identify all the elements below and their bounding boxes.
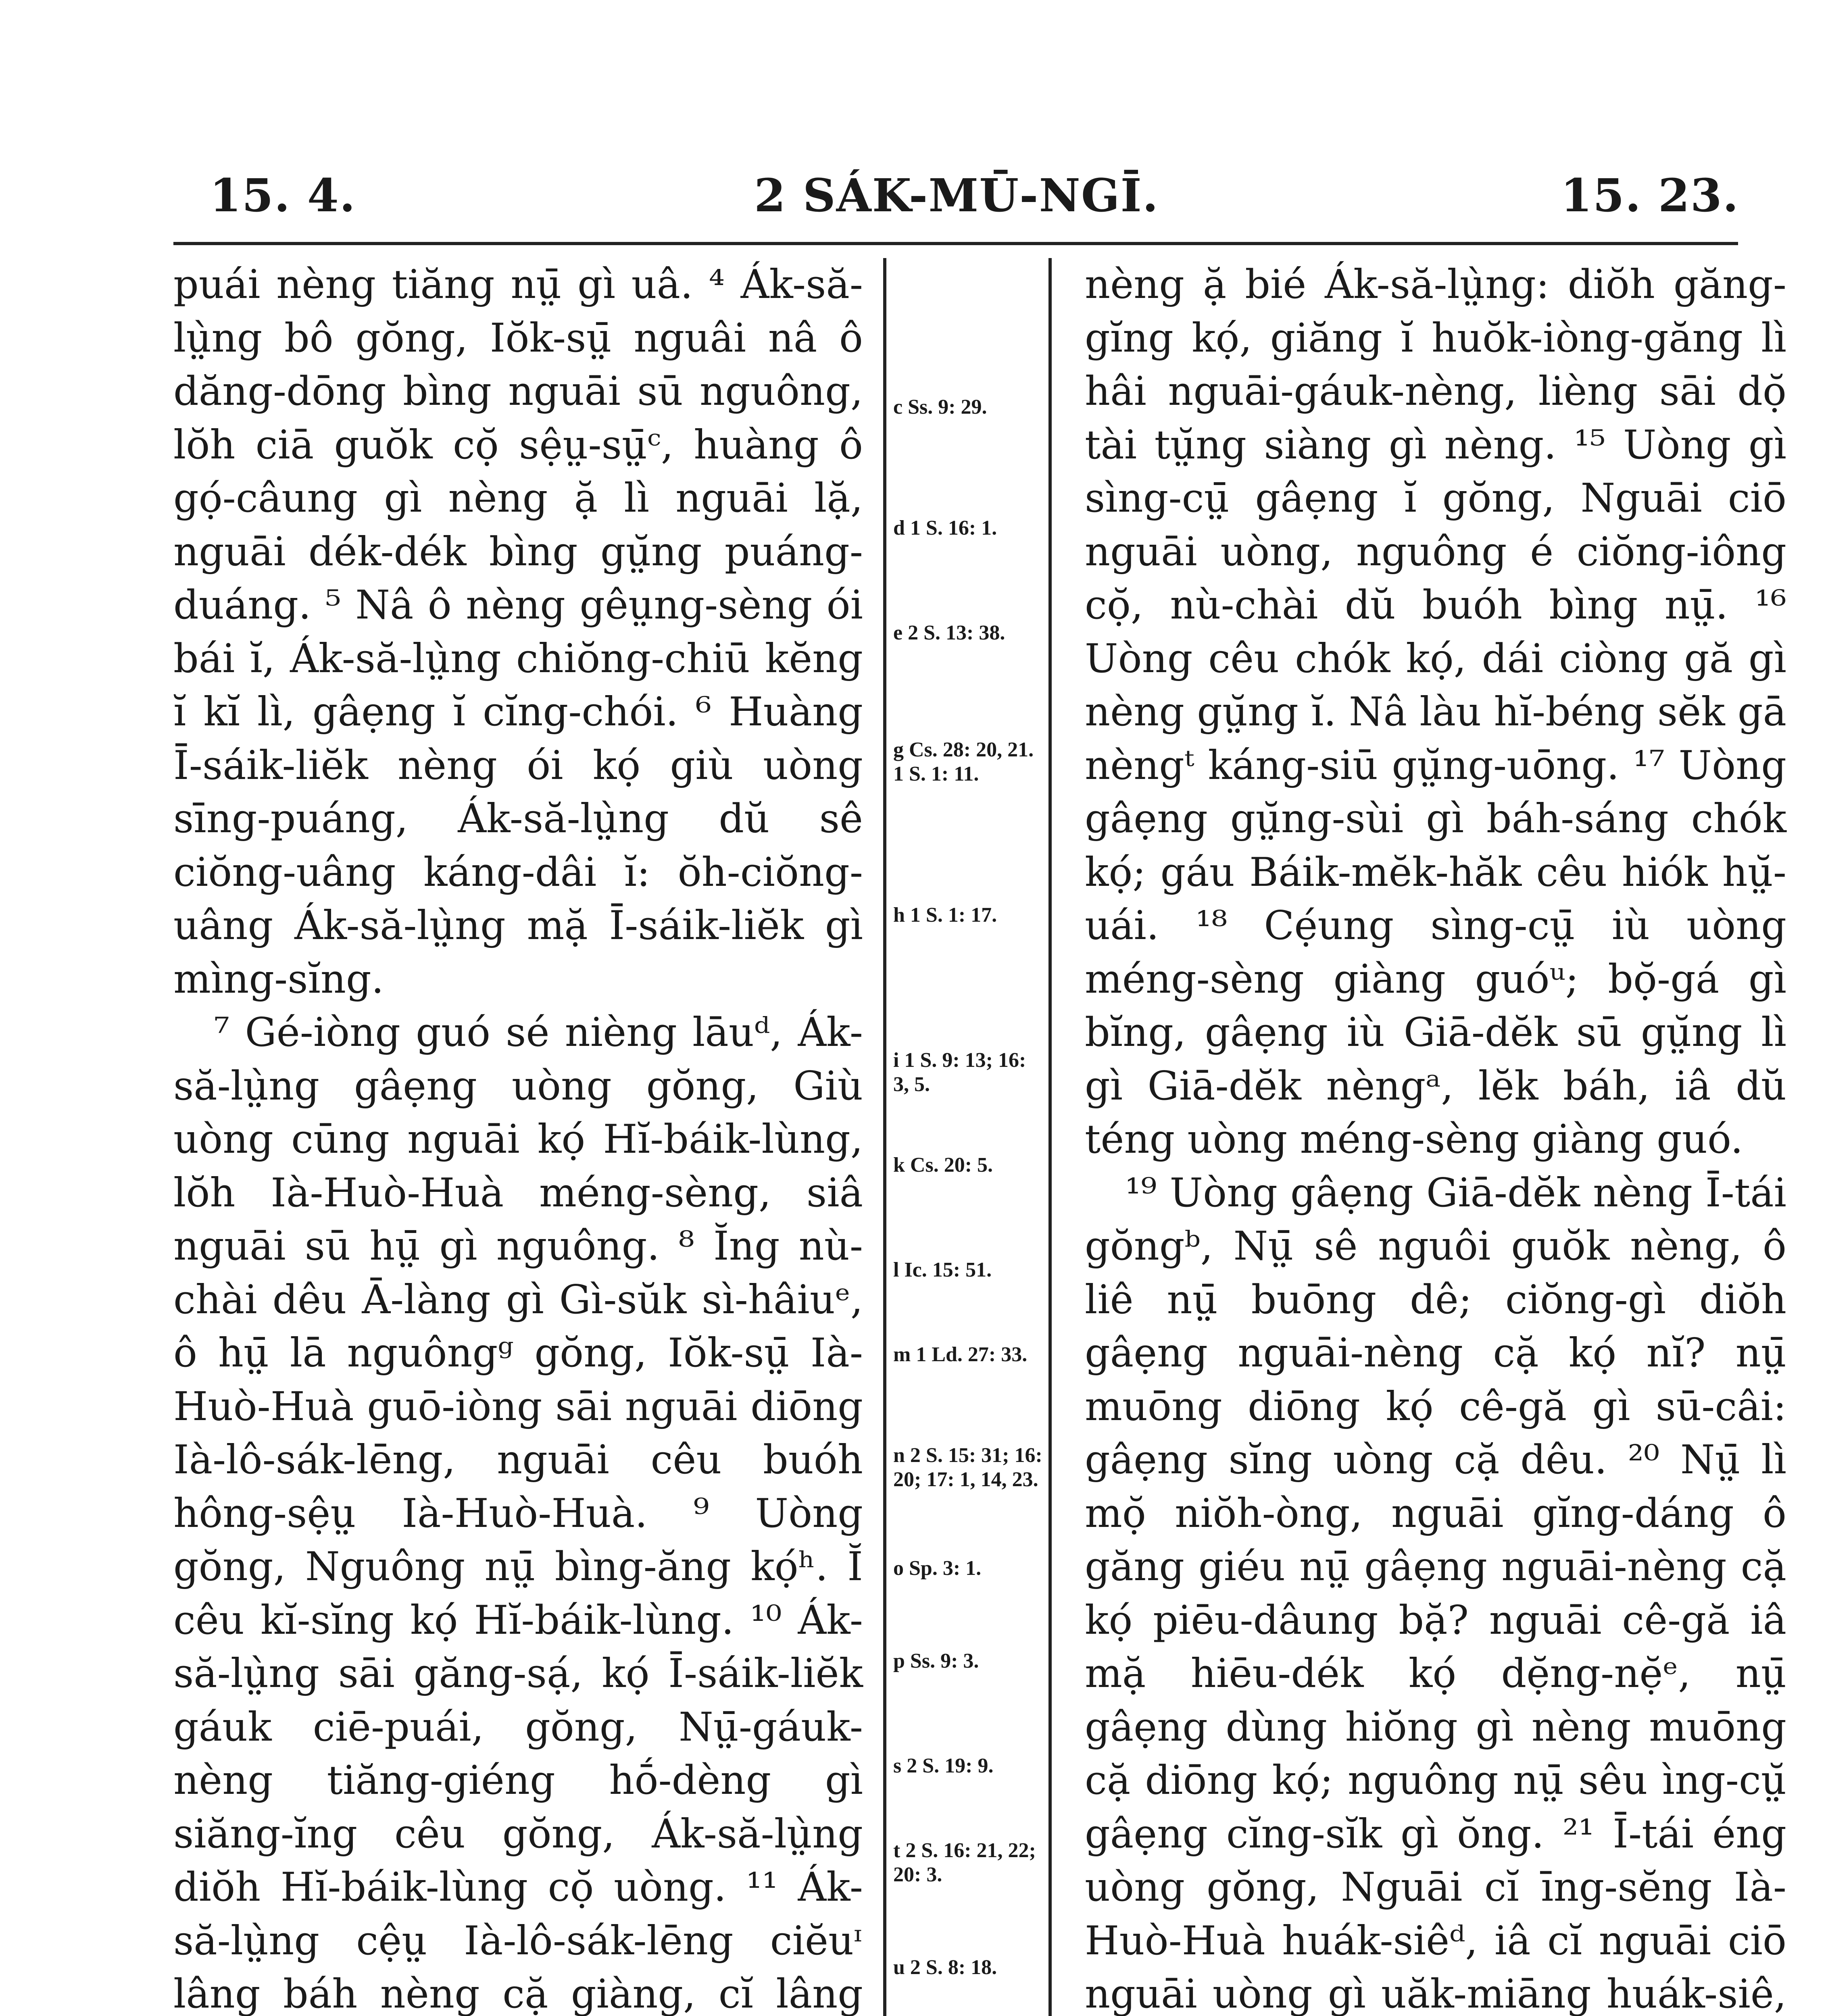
column-divider-right [1048,258,1052,2016]
left-paragraph-2: ⁷ Gé-iòng guó sé nièng lāuᵈ, Ák-să-lṳ̀ng gâẹng uòng gŏng, Giù uòng cūng nguāi kọ́ Hĭ-báik-lùng, lŏh Ià-Huò-Huà méng-sèng, siâ nguāi sū hṳ̄ gì nguông. ⁸ Ĭng nù-chài dêu Ā-làng gì Gì-sŭk sì-hâiuᵉ, ô hṳ̄ lā nguôngᵍ gŏng, Iŏk-sṳ̄ Ià-Huò-Huà guō-iòng sāi nguāi diōng Ià-lô-sák-lēng, nguāi cêu buóh hông-sệṳ Ià-Huò-Huà. ⁹ Uòng gŏng, Nguông nṳ̄ bìng-ăng kọ́ʰ. Ĭ cêu kĭ-sĭng kọ́ Hĭ-báik-lùng. ¹⁰ Ák-să-lṳ̀ng sāi găng-sạ́, kọ́ Ī-sáik-liĕk gáuk ciē-puái, gŏng, Nṳ̄-gáuk-nèng tiăng-giéng hṓ-dèng gì siăng-ĭng cêu gŏng, Ák-să-lṳ̀ng diŏh Hĭ-báik-lùng cọ̆ uòng. ¹¹ Ák-să-lṳ̀ng cệṳ Ià-lô-sák-lēng ciĕuᶦ lâng báh nèng cặ giàng, cĭ lâng [173,1010,863,2016]
right-column [1085,258,1786,2016]
margin-ref: m 1 Ld. 27: 33. [893,1343,1028,1366]
margin-ref: i 1 S. 9: 13; 16: 3, 5. [893,1049,1026,1096]
header-left: 15. 4. [210,169,356,222]
margin-ref: h 1 S. 1: 17. [893,904,997,927]
margin-ref: l Ic. 15: 51. [893,1258,992,1281]
running-title: 2 SÁK-MŪ-NGĪ. [754,169,1159,222]
margin-ref: s 2 S. 19: 9. [893,1754,994,1777]
header-rule [173,242,1738,245]
margin-ref: o Sp. 3: 1. [893,1557,982,1580]
left-paragraph-1: puái nèng tiăng nṳ̄ gì uâ. ⁴ Ák-să-lṳ̀ng bô gŏng, Iŏk-sṳ̄ nguâi nâ ô dăng-dōng bìng nguāi sū nguông, lŏh ciā guŏk cọ̆ sệṳ-sṳ̄ᶜ, huàng ô gọ́-câung gì nèng ặ lì nguāi lặ, nguāi dék-dék bìng gṳ̆ng puáng-duáng. ⁵ Nâ ô nèng gêṳng-sèng ói bái ĭ, Ák-să-lṳ̀ng chiŏng-chiū kĕng ĭ kĭ lì, gâẹng ĭ cĭng-chói. ⁶ Huàng Ī-sáik-liĕk nèng ói kọ́ giù uòng sīng-puáng, Ák-să-lṳ̀ng dŭ sê ciŏng-uâng káng-dâi ĭ: ŏh-ciŏng-uâng Ák-să-lṳ̀ng mặ Ī-sáik-liĕk gì mìng-sĭng. [173,262,863,1002]
margin-ref: d 1 S. 16: 1. [893,516,997,539]
column-divider-left [883,258,886,2016]
margin-ref: c Ss. 9: 29. [893,396,987,419]
margin-ref: t 2 S. 16: 21, 22; 20: 3. [893,1839,1036,1886]
margin-ref: n 2 S. 15: 31; 16: 20; 17: 1, 14, 23. [893,1444,1042,1491]
right-paragraph-2: ¹⁹ Uòng gâẹng Giā-dĕk nèng Ī-tái gŏngᵇ, Nṳ̄ sê nguôi guŏk nèng, ô liê nṳ̄ buōng dê; ciŏng-gì diŏh gâẹng nguāi-nèng cặ kọ́ nĭ? nṳ̄ muōng diōng kọ́ cê-gă gì sū-câi: gâẹng sĭng uòng cặ dêu. ²⁰ Nṳ̄ lì mọ̆ niŏh-òng, nguāi gĭng-dáng ô găng giéu nṳ̄ gâẹng nguāi-nèng cặ kọ́ piēu-dâung bặ? nguāi cê-gă iâ mặ hiēu-dék kọ́ dẹ̆ng-nẹ̆ᵉ, nṳ̄ gâẹng dùng hiŏng gì nèng muōng cặ diōng kọ́; nguông nṳ̄ sêu ìng-cṳ̆ gâẹng cĭng-sĭk gì ŏng. ²¹ Ī-tái éng uòng gŏng, Nguāi cĭ īng-sĕng Ià-Huò-Huà huák-siêᵈ, iâ cĭ nguāi ciō nguāi uòng gì uăk-miāng huák-siê, [1085,1170,1786,2016]
margin-ref: k Cs. 20: 5. [893,1154,993,1177]
margin-ref: p Ss. 9: 3. [893,1649,979,1672]
header-right: 15. 23. [1561,169,1739,222]
right-paragraph-1: nèng ặ bié Ák-să-lṳ̀ng: diŏh găng-gĭng kọ́, giăng ĭ huŏk-iòng-găng lì hâi nguāi-gáuk-nèng, lièng sāi dọ̆ tài tṳ̆ng siàng gì nèng. ¹⁵ Uòng gì sìng-cṳ̄ gâẹng ĭ gŏng, Nguāi ciō nguāi uòng, nguông é ciŏng-iông cọ̆, nù-chài dŭ buóh bìng nṳ̄. ¹⁶ Uòng cêu chók kọ́, dái ciòng gă gì nèng gṳ̆ng ĭ. Nâ làu hĭ-béng sĕk gā nèngᵗ káng-siū gṳ̆ng-uōng. ¹⁷ Uòng gâẹng gṳ̆ng-sùi gì báh-sáng chók kọ́; gáu Báik-mĕk-hăk cêu hiók hṳ̆-uái. ¹⁸ Cẹ́ung sìng-cṳ̄ iù uòng méng-sèng giàng guóᵘ; bọ̆-gá gì bĭng, gâẹng iù Giā-dĕk sū gṳ̆ng lì gì Giā-dĕk nèngᵃ, lĕk báh, iâ dŭ téng uòng méng-sèng giàng guó. [1085,262,1786,1162]
left-column [173,258,863,2016]
margin-ref: g Cs. 28: 20, 21. 1 S. 1: 11. [893,738,1034,785]
margin-references [893,258,1042,2016]
margin-ref: e 2 S. 13: 38. [893,621,1005,644]
margin-ref: u 2 S. 8: 18. [893,1956,997,1979]
